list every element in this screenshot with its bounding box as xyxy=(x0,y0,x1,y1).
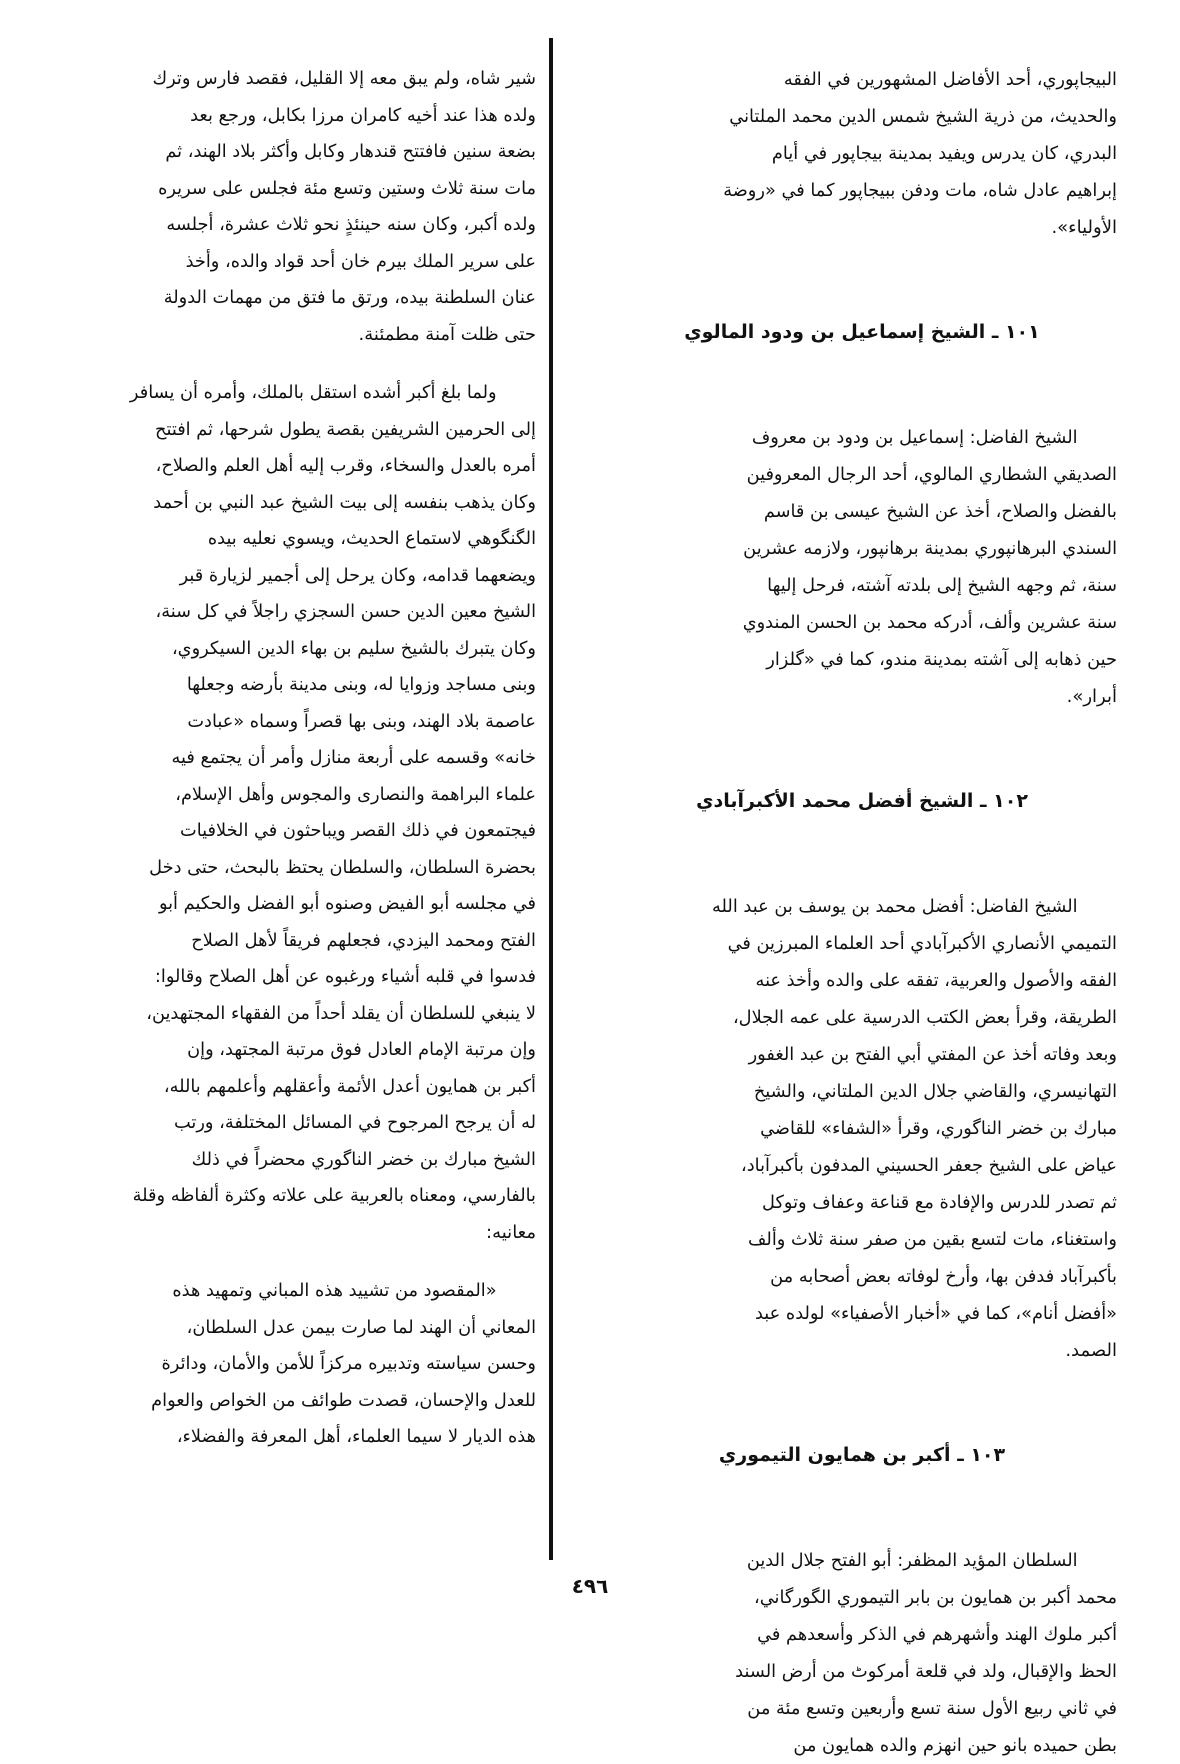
heading-text: ١٠١ ـ الشيخ إسماعيل بن ودود المالوي xyxy=(684,321,1040,343)
column-divider xyxy=(549,38,553,1560)
text-line: عاصمة بلاد الهند، وبنى بها قصراً وسماه «عبادت xyxy=(187,710,536,732)
text-line: ويضعهما قدامه، وكان يرحل إلى أجمير لزيارة قبر xyxy=(179,564,536,586)
text-line: خانه» وقسمه على أربعة منازل وأمر أن يجتمع فيه xyxy=(171,747,537,768)
entry-heading xyxy=(567,1437,1117,1474)
text-line: بحضرة السلطان، والسلطان يحتظ بالبحث، حتى دخل xyxy=(149,856,536,878)
text-line: وكان يذهب بنفسه إلى بيت الشيخ عبد النبي بن أحمد xyxy=(153,491,537,513)
text-line: الصمد. xyxy=(1065,1340,1117,1361)
text-line: بطن حميده بانو حين انهزم والده همايون من xyxy=(793,1735,1117,1756)
text-line: بالفضل والصلاح، أخذ عن الشيخ عيسى بن قاسم xyxy=(763,501,1117,522)
text-line: أكبر بن همايون أعدل الأئمة وأعقلهم وأعلمهم بالله، xyxy=(163,1075,536,1097)
text-line: بالفارسي، ومعناه بالعربية على علاته وكثرة ألفاظه وقلة xyxy=(132,1185,536,1206)
text-line: الشيخ مبارك بن خضر الناگوري محضراً في ذلك xyxy=(191,1148,536,1170)
text-line: وبعد وفاته أخذ عن المفتي أبي الفتح بن عبد الغفور xyxy=(748,1044,1117,1065)
text-line: لا ينبغي للسلطان أن يقلد أحداً من الفقهاء المجتهدين، xyxy=(146,1002,537,1024)
text-line: الأولياء». xyxy=(1051,217,1117,238)
text-line: الشيخ معين الدين حسن السجزي راجلاً في كل سنة، xyxy=(155,601,536,622)
left-column xyxy=(58,61,536,1456)
entry-heading xyxy=(567,783,1117,820)
heading-text: ١٠٣ ـ أكبر بن همايون التيموري xyxy=(718,1444,1006,1466)
text-line: «المقصود من تشييد هذه المباني وتمهيد هذه xyxy=(172,1280,497,1301)
text-line: أكبر ملوك الهند وأشهرهم في الذكر وأسعدهم في xyxy=(757,1624,1117,1645)
text-line: الگنگوهي لاستماع الحديث، ويسوي نعليه بيده xyxy=(207,528,536,549)
paragraph xyxy=(58,375,536,1251)
text-line: السندي البرهانپوري بمدينة برهانپور، ولازمه عشرين xyxy=(743,538,1117,559)
text-line: سنة، ثم وجهه الشيخ إلى بلدته آشته، فرحل إليها xyxy=(767,575,1117,596)
text-line: ولده هذا عند أخيه كامران مرزا بكابل، ورجع بعد xyxy=(190,104,536,126)
entry-heading xyxy=(567,314,1117,351)
page-number: ٤٩٦ xyxy=(571,1574,609,1598)
text-line: بأكبرآباد فدفن بها، وأرخ لوفاته بعض أصحابه من xyxy=(770,1266,1117,1287)
text-line: ثم تصدر للدرس والإفادة مع قناعة وعفاف وتوكل xyxy=(762,1192,1117,1213)
text-line: إبراهيم عادل شاه، مات ودفن ببيجاپور كما في «روضة xyxy=(723,180,1117,201)
text-line: حتى ظلت آمنة مطمئنة. xyxy=(358,323,536,345)
text-line: في ثاني ربيع الأول سنة تسع وأربعين وتسع مئة من xyxy=(747,1698,1117,1719)
paragraph xyxy=(58,61,536,353)
text-line: إلى الحرمين الشريفين بقصة يطول شرحها، ثم افتتح xyxy=(155,418,536,440)
text-line: الطريقة، وقرأ بعض الكتب الدرسية على عمه الجلال، xyxy=(732,1007,1117,1028)
paragraph xyxy=(58,1273,536,1456)
text-line: الشيخ الفاضل: إسماعيل بن ودود بن معروف xyxy=(751,427,1078,448)
text-line: ولما بلغ أكبر أشده استقل بالملك، وأمره أن يسافر xyxy=(129,382,497,403)
text-line: في مجلسه أبو الفيض وصنوه أبو الفضل والحكيم أبو xyxy=(158,893,536,914)
text-line: عنان السلطنة بيده، ورتق ما فتق من مهمات الدولة xyxy=(163,287,536,308)
text-line: هذه الديار لا سيما العلماء، أهل المعرفة والفضلاء، xyxy=(176,1426,536,1447)
text-line: وبنى مساجد وزوايا له، وبنى مدينة بأرضه وجعلها xyxy=(186,674,537,695)
paragraph xyxy=(567,888,1117,1369)
text-line: للعدل والإحسان، قصدت طوائف من الخواص والعوام xyxy=(151,1389,536,1411)
text-line: الفقه والأصول والعربية، تفقه على والده وأخذ عنه xyxy=(755,970,1117,991)
heading-text: ١٠٢ ـ الشيخ أفضل محمد الأكبرآبادي xyxy=(696,790,1028,812)
text-line: علماء البراهمة والنصارى والمجوس وأهل الإسلام، xyxy=(175,783,536,805)
text-line: حين ذهابه إلى آشته بمدينة مندو، كما في «گلزار xyxy=(766,649,1117,670)
text-line: فيجتمعون في ذلك القصر ويباحثون في الخلافيات xyxy=(180,820,536,841)
text-line: الحظ والإقبال، ولد في قلعة أمركوٹ من أرض السند xyxy=(735,1661,1117,1682)
text-line: وكان يتبرك بالشيخ سليم بن بهاء الدين السيكروي، xyxy=(171,637,536,659)
text-line: البدري، كان يدرس ويفيد بمدينة بيجاپور في أيام xyxy=(771,143,1117,164)
text-line: مبارك بن خضر الناگوري، وقرأ «الشفاء» للقاضي xyxy=(760,1118,1117,1139)
text-line: سنة عشرين وألف، أدركه محمد بن الحسن المندوي xyxy=(742,612,1117,633)
text-line: «أفضل أنام»، كما في «أخبار الأصفياء» لولده عبد xyxy=(754,1303,1117,1324)
text-line: واستغناء، مات لتسع بقين من صفر سنة ثلاث وألف xyxy=(748,1229,1117,1250)
paragraph xyxy=(567,419,1117,715)
text-line: شير شاه، ولم يبق معه إلا القليل، فقصد فارس وترك xyxy=(152,68,537,89)
paragraph xyxy=(567,61,1117,246)
text-line: معانيه: xyxy=(486,1221,536,1243)
text-line: أبرار». xyxy=(1066,686,1117,707)
text-line: البيجاپوري، أحد الأفاضل المشهورين في الفقه xyxy=(783,69,1117,90)
text-line: والحديث، من ذرية الشيخ شمس الدين محمد الملتاني xyxy=(729,106,1117,127)
text-line: الفتح ومحمد اليزدي، فجعلهم فريقاً لأهل الصلاح xyxy=(191,929,536,951)
text-line: ولده أكبر، وكان سنه حينئذٍ نحو ثلاث عشرة، أجلسه xyxy=(166,214,537,235)
text-line: محمد أكبر بن همايون بن بابر التيموري الگورگاني، xyxy=(754,1587,1117,1608)
right-column xyxy=(567,61,1117,1764)
text-line: التهانيسري، والقاضي جلال الدين الملتاني، والشيخ xyxy=(753,1081,1117,1102)
text-line: بضعة سنين فافتتح قندهار وكابل وأكثر بلاد الهند، ثم xyxy=(165,141,536,162)
text-line: أمره بالعدل والسخاء، وقرب إليه أهل العلم والصلاح، xyxy=(155,455,536,476)
text-line: الشيخ الفاضل: أفضل محمد بن يوسف بن عبد الله xyxy=(712,896,1078,917)
text-line: فدسوا في قلبه أشياء ورغبوه عن أهل الصلاح وقالوا: xyxy=(154,966,536,987)
text-line: التميمي الأنصاري الأكبرآبادي أحد العلماء المبرزين في xyxy=(727,933,1117,954)
text-line: على سرير الملك بيرم خان أحد قواد والده، وأخذ xyxy=(185,250,537,272)
text-line: المعاني أن الهند لما صارت بيمن عدل السلطان، xyxy=(186,1316,536,1338)
text-line: مات سنة ثلاث وستين وتسع مئة فجلس على سريره xyxy=(158,177,536,199)
text-line: وحسن سياسته وتدبيره مركزاً للأمن والأمان، ودائرة xyxy=(161,1353,536,1374)
text-line: الصديقي الشطاري المالوي، أحد الرجال المعروفين xyxy=(746,464,1117,485)
text-line: عياض على الشيخ جعفر الحسيني المدفون بأكبرآباد، xyxy=(741,1155,1117,1176)
text-line: له أن يرجح المرجوح في المسائل المختلفة، ورتب xyxy=(173,1112,536,1133)
text-line: السلطان المؤيد المظفر: أبو الفتح جلال الدين xyxy=(746,1550,1078,1571)
text-line: وإن مرتبة الإمام العادل فوق مرتبة المجتهد، وإن xyxy=(187,1039,536,1060)
